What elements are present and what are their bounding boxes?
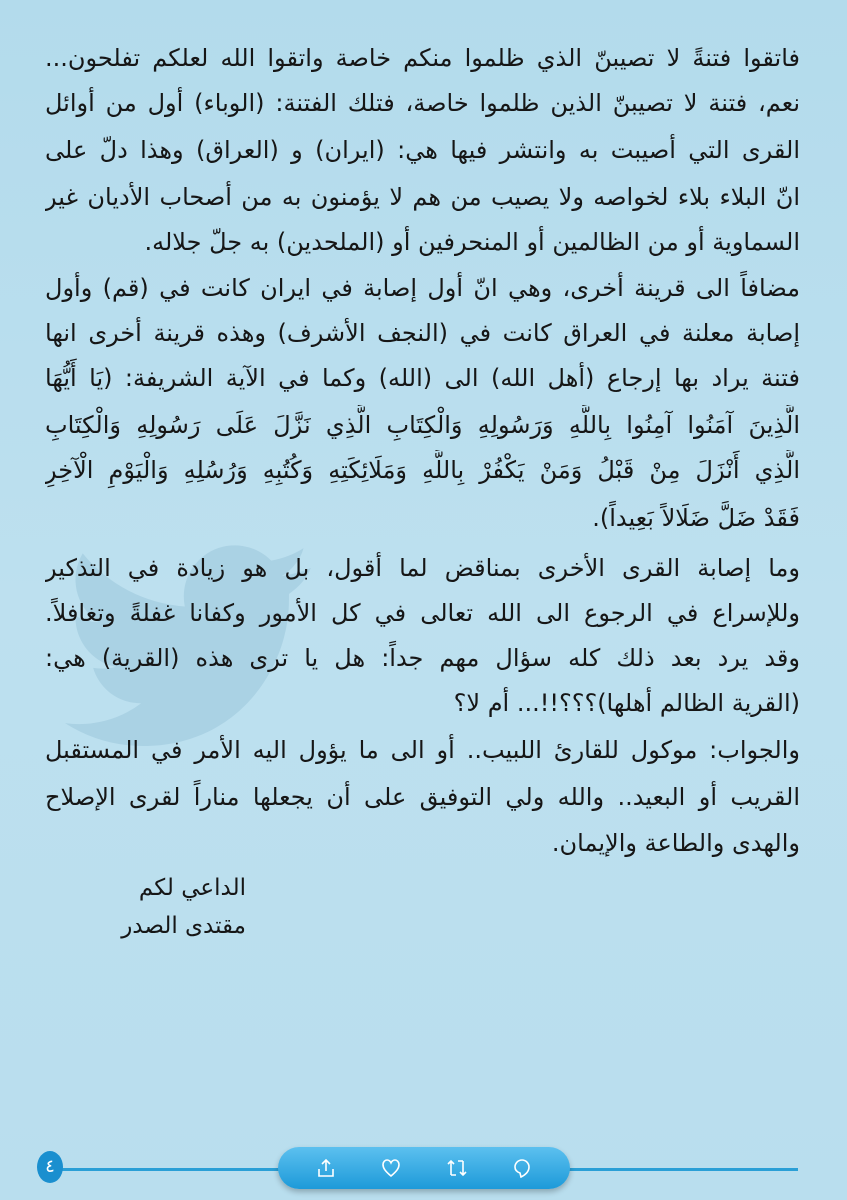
footer-rule-right <box>560 1168 798 1171</box>
body-line: وما إصابة القرى الأخرى بمناقض لما أقول، بل هو زيادة في التذكير <box>45 554 800 582</box>
retweet-icon[interactable] <box>443 1154 471 1182</box>
footer-rule-left <box>60 1168 290 1171</box>
body-line: والجواب: موكول للقارئ اللبيب.. أو الى ما يؤول اليه الأمر في المستقبل <box>45 736 800 764</box>
body-line: فتنة يراد بها إرجاع (أهل الله) الى (الله) وكما في الآية الشريفة: (يَا أَيُّهَا <box>45 364 800 392</box>
heart-icon[interactable] <box>377 1154 405 1182</box>
body-line: القريب أو البعيد.. والله ولي التوفيق على أن يجعلها مناراً لقرى الإصلاح <box>45 783 800 811</box>
body-line: الَّذِينَ آمَنُوا آمِنُوا بِاللَّهِ وَرَسُولِهِ وَالْكِتَابِ الَّذِي نَزَّلَ عَلَى رَسُولِهِ وَالْكِتَابِ <box>45 411 800 439</box>
body-line: (القرية الظالم أهلها)؟؟؟!!... أم لا؟ <box>453 689 800 717</box>
body-line: مضافاً الى قرينة أخرى، وهي انّ أول إصابة في ايران كانت في (قم) وأول <box>45 274 800 302</box>
body-line: فاتقوا فتنةً لا تصيبنّ الذي ظلموا منكم خاصة واتقوا الله لعلكم تفلحون... <box>45 44 800 72</box>
signature-closing: الداعي لكم <box>138 875 246 901</box>
body-line: إصابة معلنة في العراق كانت في (النجف الأشرف) وهذه قرينة أخرى انها <box>45 319 800 347</box>
reply-icon[interactable] <box>508 1154 536 1182</box>
body-line: القرى التي أصيبت به وانتشر فيها هي: (ايران) و (العراق) وهذا دلّ على <box>45 136 800 164</box>
body-line: وقد يرد بعد ذلك كله سؤال مهم جداً: هل يا ترى هذه (القرية) هي: <box>45 644 800 672</box>
body-line: انّ البلاء بلاء لخواصه ولا يصيب من هم لا يؤمنون به من أصحاب الأديان غير <box>45 183 800 211</box>
body-line: نعم، فتنة لا تصيبنّ الذين ظلموا خاصة، فتلك الفتنة: (الوباء) أول من أوائل <box>45 89 800 117</box>
body-line: وللإسراع في الرجوع الى الله تعالى في كل الأمور وكفانا غفلةً وتغافلاً. <box>45 599 800 627</box>
tweet-action-bar <box>278 1147 570 1189</box>
body-line: الَّذِي أَنْزَلَ مِنْ قَبْلُ وَمَنْ يَكْفُرْ بِاللَّهِ وَمَلَائِكَتِهِ وَكُتُبِهِ وَرُسُلِهِ وَالْيَوْمِ الْآخِرِ <box>45 456 800 484</box>
body-line: السماوية أو من الظالمين أو المنحرفين أو (الملحدين) به جلّ جلاله. <box>144 228 800 256</box>
page-number: ٤ <box>37 1151 63 1183</box>
body-line: والهدى والطاعة والإيمان. <box>551 829 800 857</box>
share-icon[interactable] <box>312 1154 340 1182</box>
signature-name: مقتدى الصدر <box>121 913 246 939</box>
body-line: فَقَدْ ضَلَّ ضَلَالاً بَعِيداً). <box>592 504 800 532</box>
